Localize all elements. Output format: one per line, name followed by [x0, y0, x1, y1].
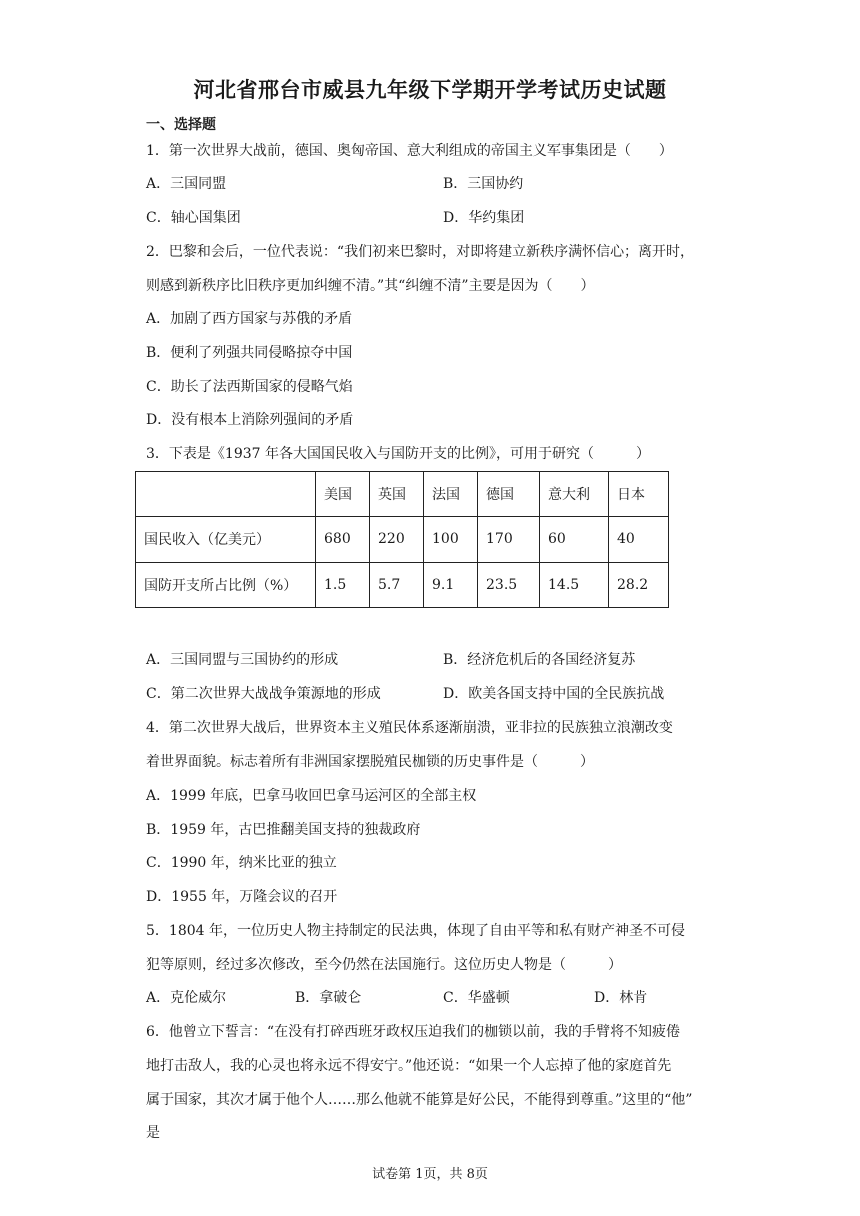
question-4-stem-line2: 着世界面貌。标志着所有非洲国家摆脱殖民枷锁的历史事件是（ ）	[146, 754, 594, 770]
data-table	[135, 471, 669, 608]
q2-option-a[interactable]: A．加剧了西方国家与苏俄的矛盾	[146, 311, 353, 327]
page-title: 河北省邢台市威县九年级下学期开学考试历史试题	[193, 78, 667, 102]
question-6-stem-line1: 6．他曾立下誓言：“在没有打碎西班牙政权压迫我们的枷锁以前，我的手臂将不知疲倦	[146, 1024, 681, 1040]
table-cell: 14.5	[540, 562, 609, 607]
question-6-stem-line3: 属于国家，其次才属于他个人……那么他就不能算是好公民，不能得到尊重。”这里的“他”	[146, 1092, 693, 1108]
table-cell: 9.1	[424, 562, 478, 607]
question-5-stem-line2: 犯等原则，经过多次修改，至今仍然在法国施行。这位历史人物是（ ）	[146, 957, 622, 973]
q5-option-b[interactable]: B．拿破仑	[295, 990, 362, 1006]
page-footer: 试卷第 1页，共 8页	[372, 1167, 488, 1182]
table-cell: 1.5	[316, 562, 370, 607]
table-cell: 5.7	[370, 562, 424, 607]
table-header-cell	[136, 472, 316, 517]
table-header-cell: 英国	[370, 472, 424, 517]
q3-option-a[interactable]: A．三国同盟与三国协约的形成	[146, 652, 339, 668]
q4-option-d[interactable]: D．1955 年，万隆会议的召开	[146, 889, 338, 905]
table-cell: 国防开支所占比例（%）	[136, 562, 316, 607]
table-cell: 220	[370, 517, 424, 562]
table-cell: 40	[609, 517, 669, 562]
question-6-stem-line2: 地打击敌人，我的心灵也将永远不得安宁。”他还说：“如果一个人忘掉了他的家庭首先	[146, 1058, 672, 1074]
table-cell: 680	[316, 517, 370, 562]
table-row	[136, 562, 669, 607]
question-3-stem: 3．下表是《1937 年各大国国民收入与国防开支的比例》，可用于研究（ ）	[146, 446, 650, 462]
q3-option-b[interactable]: B．经济危机后的各国经济复苏	[443, 652, 636, 668]
q5-option-a[interactable]: A．克伦威尔	[146, 990, 227, 1006]
q3-option-c[interactable]: C．第二次世界大战战争策源地的形成	[146, 686, 381, 702]
q4-option-b[interactable]: B．1959 年，古巴推翻美国支持的独裁政府	[146, 822, 421, 838]
q3-option-d[interactable]: D．欧美各国支持中国的全民族抗战	[443, 686, 665, 702]
table-header-cell: 日本	[609, 472, 669, 517]
question-6-stem-line4: 是	[146, 1125, 160, 1141]
q1-option-d[interactable]: D．华约集团	[443, 210, 525, 226]
q1-option-a[interactable]: A．三国同盟	[146, 176, 227, 192]
table-header-cell: 美国	[316, 472, 370, 517]
question-4-stem-line1: 4．第二次世界大战后，世界资本主义殖民体系逐渐崩溃，亚非拉的民族独立浪潮改变	[146, 720, 673, 736]
question-1-stem: 1．第一次世界大战前，德国、奥匈帝国、意大利组成的帝国主义军事集团是（ ）	[146, 143, 673, 159]
q2-option-b[interactable]: B．便利了列强共同侵略掠夺中国	[146, 345, 353, 361]
table-cell: 28.2	[609, 562, 669, 607]
q5-option-c[interactable]: C．华盛顿	[443, 990, 510, 1006]
q1-option-b[interactable]: B．三国协约	[443, 176, 524, 192]
q4-option-c[interactable]: C．1990 年，纳米比亚的独立	[146, 855, 337, 871]
question-2-stem-line2: 则感到新秩序比旧秩序更加纠缠不清。”其“纠缠不清”主要是因为（ ）	[146, 278, 595, 294]
table-header-cell: 德国	[478, 472, 540, 517]
q5-option-d[interactable]: D．林肯	[594, 990, 648, 1006]
q2-option-d[interactable]: D．没有根本上消除列强间的矛盾	[146, 412, 354, 428]
q2-option-c[interactable]: C．助长了法西斯国家的侵略气焰	[146, 379, 353, 395]
table-header-cell: 法国	[424, 472, 478, 517]
table-cell: 23.5	[478, 562, 540, 607]
q4-option-a[interactable]: A．1999 年底，巴拿马收回巴拿马运河区的全部主权	[146, 788, 477, 804]
section-heading: 一、选择题	[146, 117, 216, 133]
question-2-stem-line1: 2．巴黎和会后，一位代表说：“我们初来巴黎时，对即将建立新秩序满怀信心；离开时，	[146, 244, 695, 260]
table-cell: 60	[540, 517, 609, 562]
q1-option-c[interactable]: C．轴心国集团	[146, 210, 241, 226]
table-row	[136, 517, 669, 562]
table-cell: 170	[478, 517, 540, 562]
table-header-cell: 意大利	[540, 472, 609, 517]
question-5-stem-line1: 5．1804 年，一位历史人物主持制定的民法典，体现了自由平等和私有财产神圣不可侵	[146, 923, 685, 939]
table-cell: 国民收入（亿美元）	[136, 517, 316, 562]
table-header-row	[136, 472, 669, 517]
table-cell: 100	[424, 517, 478, 562]
